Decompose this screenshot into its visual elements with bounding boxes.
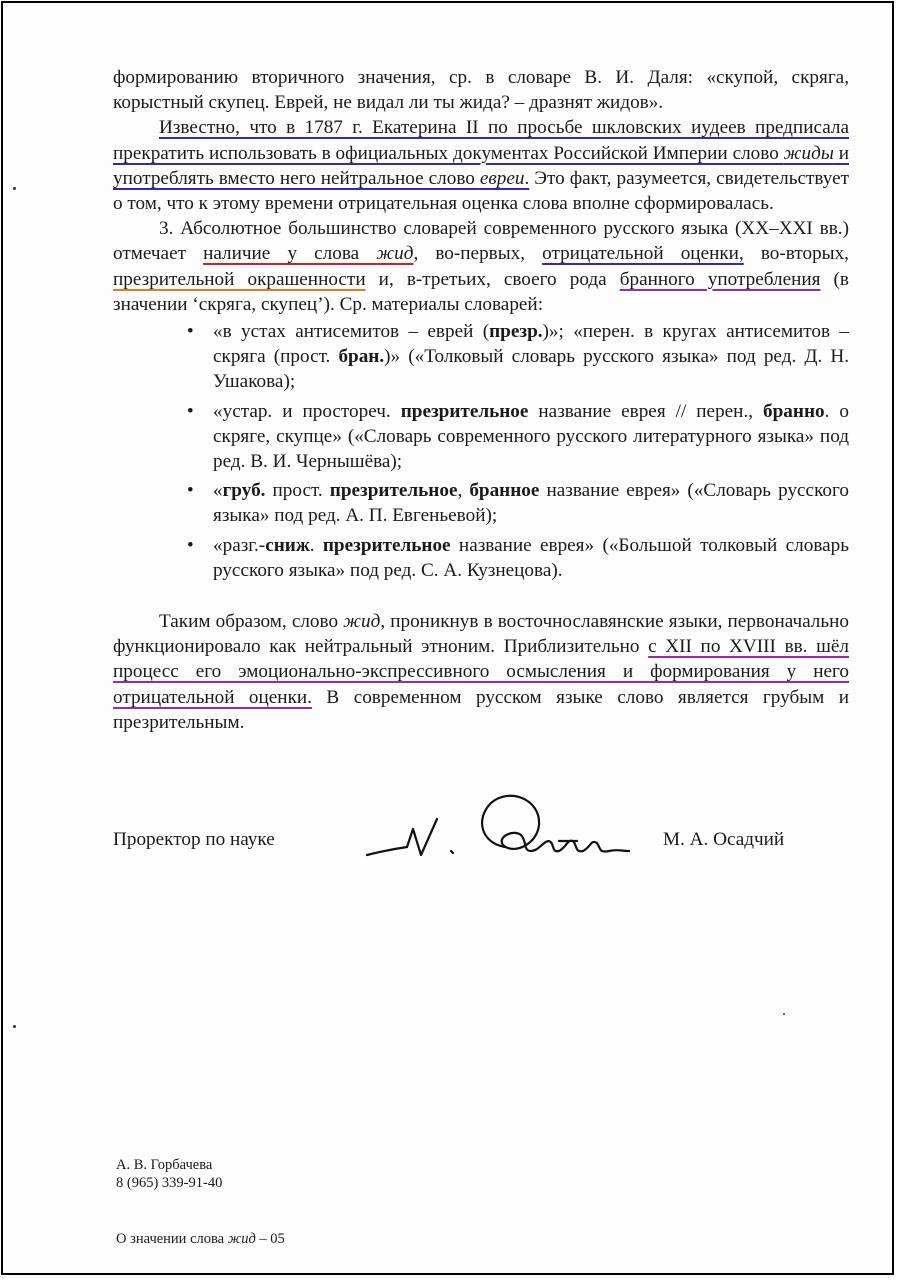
bullet-icon: • (187, 534, 194, 556)
dictionary-list (113, 319, 849, 583)
dictionary-entry: • «разг.-сниж. презрительное название еврея» («Большой толковый словарь русского языка» под ред. С. А. Кузнецова). (187, 534, 849, 581)
document-body (113, 65, 849, 735)
author-name: А. В. Горбачева (116, 1157, 213, 1173)
document-page (1, 1, 894, 1275)
scan-speck (783, 1013, 785, 1015)
paragraph-catherine-decree: Известно, что в 1787 г. Екатерина II по просьбе шкловских иудеев предписала прекратить использовать в официальных документах Российской Империи слово жиды и употреблять вместо него нейтральное слово евреи. Это факт, разумеется, свидетельствует о том, что к этому времени отрицательная оценка слова вполне сформировалась. (113, 117, 850, 215)
paragraph-conclusion: Таким образом, слово жид, проникнув в восточнославянские языки, первоначально функционировало как нейтральный этноним. Приблизительно с XII по XVIII вв. шёл процесс его эмоционально-экспрессивного осмысления и формирования у него отрицательной оценки. В современном русском языке слово является грубым и презрительным. (113, 611, 849, 733)
signatory-name: М. А. Осадчий (663, 829, 785, 850)
signature-row (113, 819, 849, 879)
bullet-icon: • (187, 321, 194, 343)
dictionary-entry: • «в устах антисемитов – еврей (презр.)»; «перен. в кругах антисемитов – скряга (прост. бран.)» («Толковый словарь русского языка» под ред. Д. Н. Ушакова); (187, 321, 849, 393)
author-phone: 8 (965) 339-91-40 (116, 1175, 223, 1191)
dictionary-entry: • «устар. и простореч. презрительное название еврея // перен., бранно. о скряге, скупце» («Словарь современного русского литературного языка» под ред. В. И. Чернышёва); (187, 400, 849, 473)
scan-speck (13, 1025, 16, 1028)
footer-document-title: О значении слова жид – 05 (116, 1231, 285, 1247)
underline-orange: презрительной окрашенности (113, 268, 366, 290)
paragraph-dictionaries: 3. Абсолютное большинство словарей современного русского языка (XX–XXI вв.) отмечает наличие у слова жид, во-первых, отрицательной оценки, во-вторых, презрительной окрашенности и, в-третьих, своего рода бранного употребления (в значении ‘скряга, скупец’). Ср. материалы словарей: (113, 218, 849, 315)
underline-decree: Известно, что в 1787 г. Екатерина II по просьбе шкловских иудеев предписала прекратить использовать в официальных документах Российской Империи слово жиды и употреблять вместо него нейтральное слово евреи. (113, 117, 849, 189)
bullet-icon: • (187, 400, 194, 422)
signatory-role: Проректор по науке (113, 829, 275, 850)
underline-blue: отрицательной оценки, (542, 243, 744, 265)
bullet-icon: • (187, 480, 194, 502)
handwritten-signature (363, 789, 633, 879)
dictionary-entry: • «груб. прост. презрительное, бранное название еврея» («Словарь русского языка» под ред. А. П. Евгеньевой); (187, 480, 849, 527)
footer-contact (116, 1156, 222, 1192)
underline-conclusion: с XII по XVIII вв. шёл процесс его эмоционально-экспрессивного осмысления и формирования у него отрицательной оценки. (113, 636, 849, 708)
underline-red: наличие у слова жид (203, 243, 414, 265)
underline-purple: бранного употребления (619, 268, 821, 290)
paragraph-dal-quote: формированию вторичного значения, ср. в словаре В. И. Даля: «скупой, скряга, корыстный скупец. Еврей, не видал ли ты жида? – дразнят жидов». (113, 67, 849, 114)
scan-speck (13, 187, 16, 190)
